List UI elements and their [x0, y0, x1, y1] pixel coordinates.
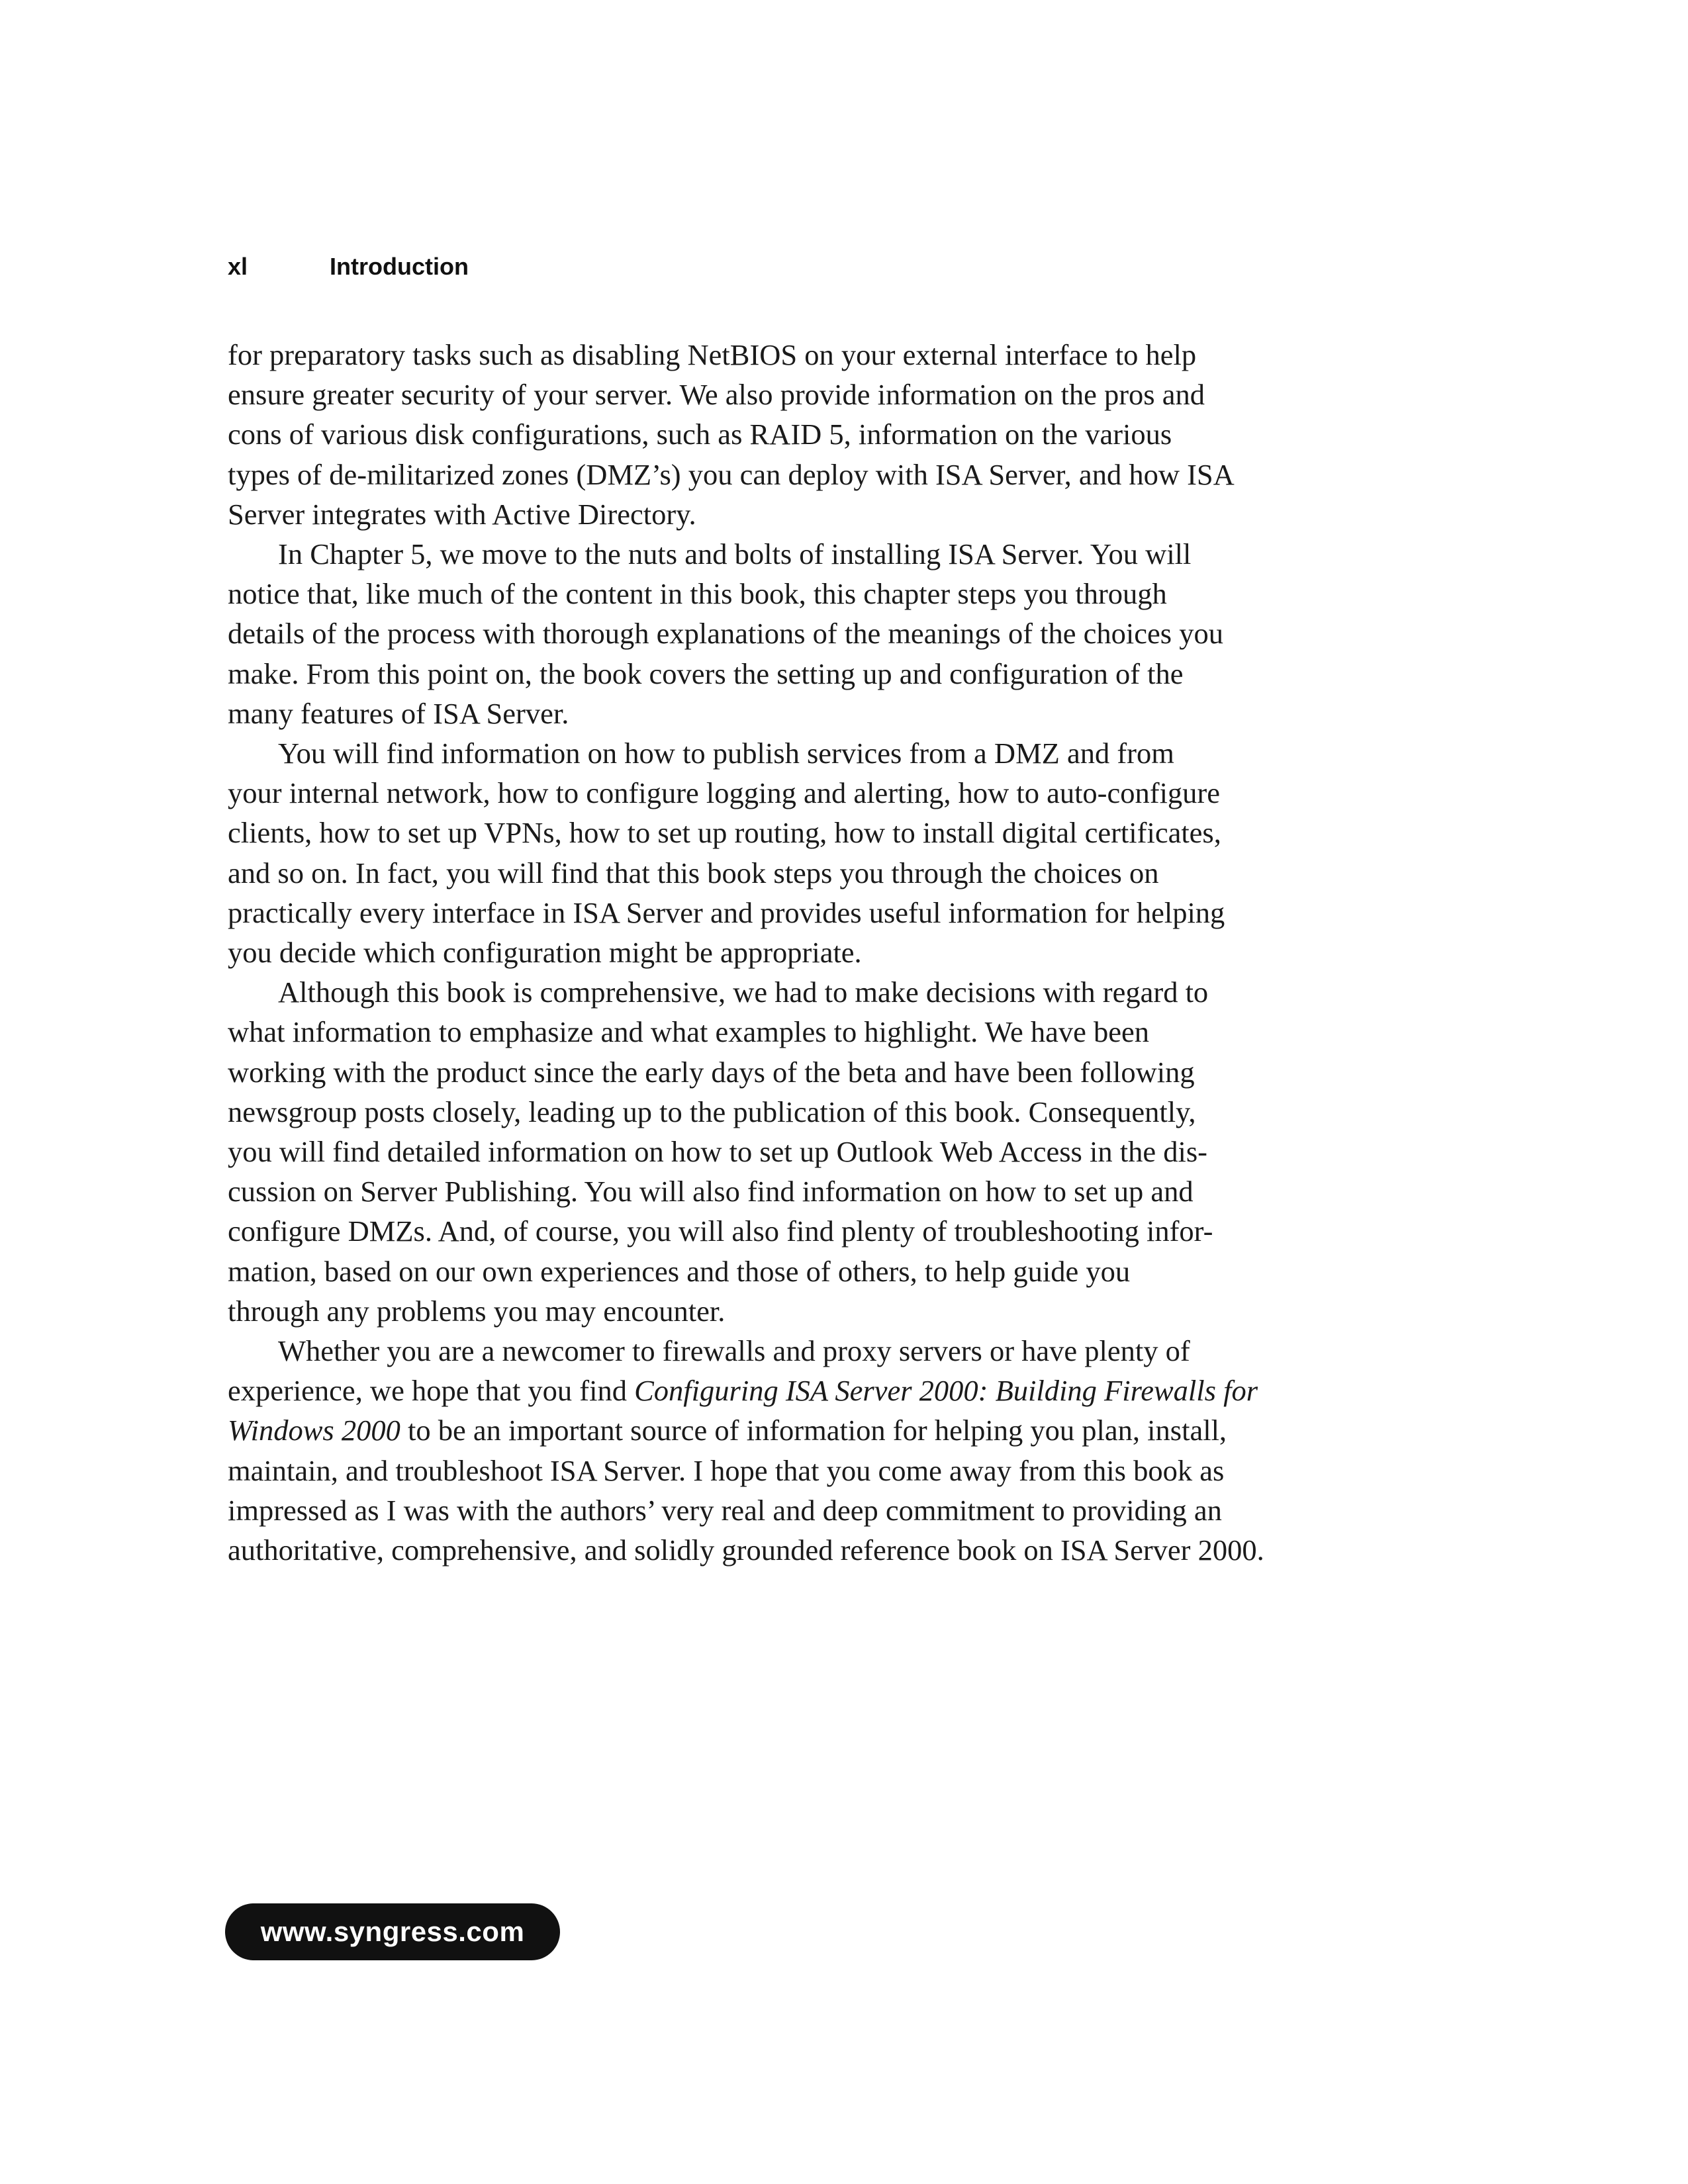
text-line: you decide which configuration might be appropriate. [228, 936, 862, 970]
text-line: impressed as I was with the authors’ very real and deep commitment to providing an [228, 1493, 1222, 1527]
text-line: Whether you are a newcomer to firewalls and proxy servers or have plenty of [278, 1334, 1190, 1368]
text-line: clients, how to set up VPNs, how to set up routing, how to install digital certificates, [228, 816, 1221, 850]
paragraph-5 [228, 1331, 1366, 1570]
text-fragment: to be an important source of information for helping you plan, install, [400, 1414, 1227, 1447]
text-line: authoritative, comprehensive, and solidly grounded reference book on ISA Server 2000. [228, 1533, 1264, 1567]
text-line: practically every interface in ISA Server and provides useful information for helping [228, 895, 1225, 929]
text-line: for preparatory tasks such as disabling NetBIOS on your external interface to help [228, 338, 1197, 371]
book-title: Windows 2000 [228, 1414, 400, 1447]
text-line: make. From this point on, the book covers the setting up and configuration of the [228, 657, 1184, 690]
paragraph-3 [228, 733, 1366, 972]
text-line: cons of various disk configurations, such as RAID 5, information on the various [228, 418, 1172, 451]
text-line: what information to emphasize and what examples to highlight. We have been [228, 1015, 1150, 1049]
page-number: xl [228, 253, 248, 280]
publisher-url-badge[interactable] [225, 1903, 560, 1960]
text-line: cussion on Server Publishing. You will also find information on how to set up and [228, 1175, 1194, 1208]
text-line: Server integrates with Active Directory. [228, 497, 696, 531]
text-line: details of the process with thorough explanations of the meanings of the choices you [228, 617, 1223, 651]
paragraph-4 [228, 972, 1366, 1331]
text-fragment: experience, we hope that you find [228, 1374, 635, 1408]
running-head [228, 253, 469, 286]
publisher-url[interactable]: www.syngress.com [260, 1916, 525, 1947]
text-line: and so on. In fact, you will find that this book steps you through the choices on [228, 856, 1159, 889]
paragraph-2 [228, 534, 1366, 733]
text-line: Although this book is comprehensive, we had to make decisions with regard to [278, 976, 1209, 1009]
text-line [228, 1371, 1366, 1410]
paragraph-1 [228, 335, 1366, 534]
text-line: mation, based on our own experiences and those of others, to help guide you [228, 1254, 1131, 1288]
text-line: working with the product since the early days of the beta and have been following [228, 1055, 1195, 1089]
text-line: types of de-militarized zones (DMZ’s) you can deploy with ISA Server, and how ISA [228, 457, 1235, 491]
text-line: many features of ISA Server. [228, 696, 569, 730]
text-line: newsgroup posts closely, leading up to the publication of this book. Consequently, [228, 1095, 1196, 1128]
body-text [228, 335, 1366, 1570]
text-line: In Chapter 5, we move to the nuts and bolts of installing ISA Server. You will [278, 537, 1192, 571]
book-title: Configuring ISA Server 2000: Building Firewalls for [634, 1374, 1258, 1408]
text-line: You will find information on how to publish services from a DMZ and from [278, 737, 1174, 770]
text-line: notice that, like much of the content in this book, this chapter steps you through [228, 577, 1167, 611]
text-line: you will find detailed information on how to set up Outlook Web Access in the dis- [228, 1135, 1207, 1169]
text-line: maintain, and troubleshoot ISA Server. I hope that you come away from this book as [228, 1453, 1225, 1487]
text-line: ensure greater security of your server. We also provide information on the pros and [228, 378, 1205, 412]
text-line: configure DMZs. And, of course, you will also find plenty of troubleshooting infor- [228, 1214, 1213, 1248]
text-line [228, 1410, 1366, 1450]
section-title: Introduction [330, 253, 469, 280]
text-line: your internal network, how to configure logging and alerting, how to auto-configure [228, 776, 1221, 810]
text-line: through any problems you may encounter. [228, 1294, 726, 1328]
